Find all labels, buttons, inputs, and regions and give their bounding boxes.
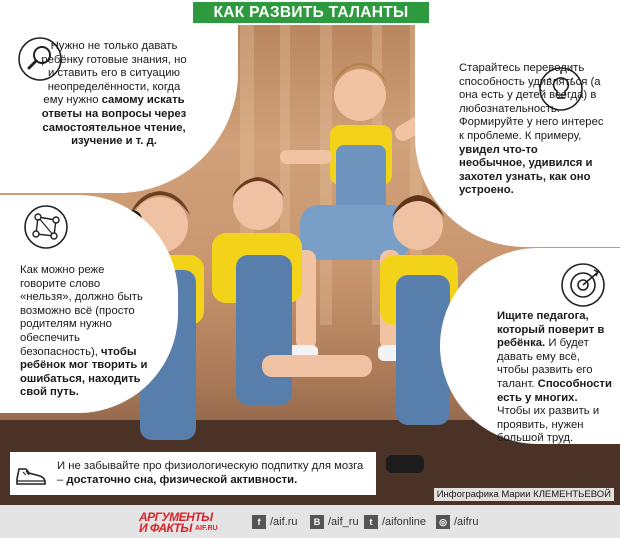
social-handle: /aif.ru	[270, 516, 298, 528]
bottom-tip-box	[10, 452, 376, 495]
target-icon	[560, 262, 606, 308]
footer-bar	[0, 505, 620, 538]
vk-icon: В	[310, 515, 324, 529]
logo-line-2: И ФАКТЫ	[139, 521, 192, 535]
social-link-instagram[interactable]	[436, 514, 478, 530]
infographic-credit: Инфографика Марии КЛЕМЕНТЬЕВОЙ	[434, 488, 614, 501]
network-icon	[23, 204, 69, 250]
tip-text-1: Нужно не только давать ребёнку готовые знания, но и ставить его в ситуацию неопределённости, когда ему нужно самому искать ответы на вопросы через самостоятельное чтение, изучение и т. д.	[41, 40, 187, 148]
instagram-icon: ◎	[436, 515, 450, 529]
social-link-vk[interactable]	[310, 514, 359, 530]
tip-text-4: Ищите педагога, который поверит в ребёнка. И будет давать ему всё, чтобы развить его талант. Способности есть у многих. Чтобы их развить и проявить, нужен большой труд.	[497, 310, 612, 445]
bottom-tip-text: И не забывайте про физиологическую подпитку для мозга – достаточно сна, физической активности.	[57, 460, 364, 486]
logo-domain: AIF.RU	[195, 525, 218, 532]
social-link-facebook[interactable]	[252, 514, 298, 530]
aif-logo[interactable]	[139, 510, 231, 534]
sneaker-icon	[14, 457, 48, 491]
facebook-icon: f	[252, 515, 266, 529]
tip-text-3: Как можно реже говорите слово «нельзя», должно быть возможно всё (просто родителям нужно обеспечить безопасность), чтобы ребёнок мог творить и ошибаться, находить свой путь.	[20, 264, 148, 399]
logo-line-1: АРГУМЕНТЫ	[139, 510, 213, 524]
header-bar	[0, 0, 620, 25]
social-handle: /aifonline	[382, 516, 427, 528]
social-link-twitter[interactable]	[364, 514, 426, 530]
social-handle: /aif_ru	[328, 516, 359, 528]
tip-text-2: Старайтесь переводить способность удивляться (а она есть у детей всегда) в любознательность. Формируйте у него интерес к проблеме. К примеру, увидел что-то необычное, удивился и захотел узнать, как оно устроено.	[459, 62, 604, 197]
social-handle: /aifru	[454, 516, 479, 528]
twitter-icon: t	[364, 515, 378, 529]
page-title: КАК РАЗВИТЬ ТАЛАНТЫ	[193, 2, 429, 23]
